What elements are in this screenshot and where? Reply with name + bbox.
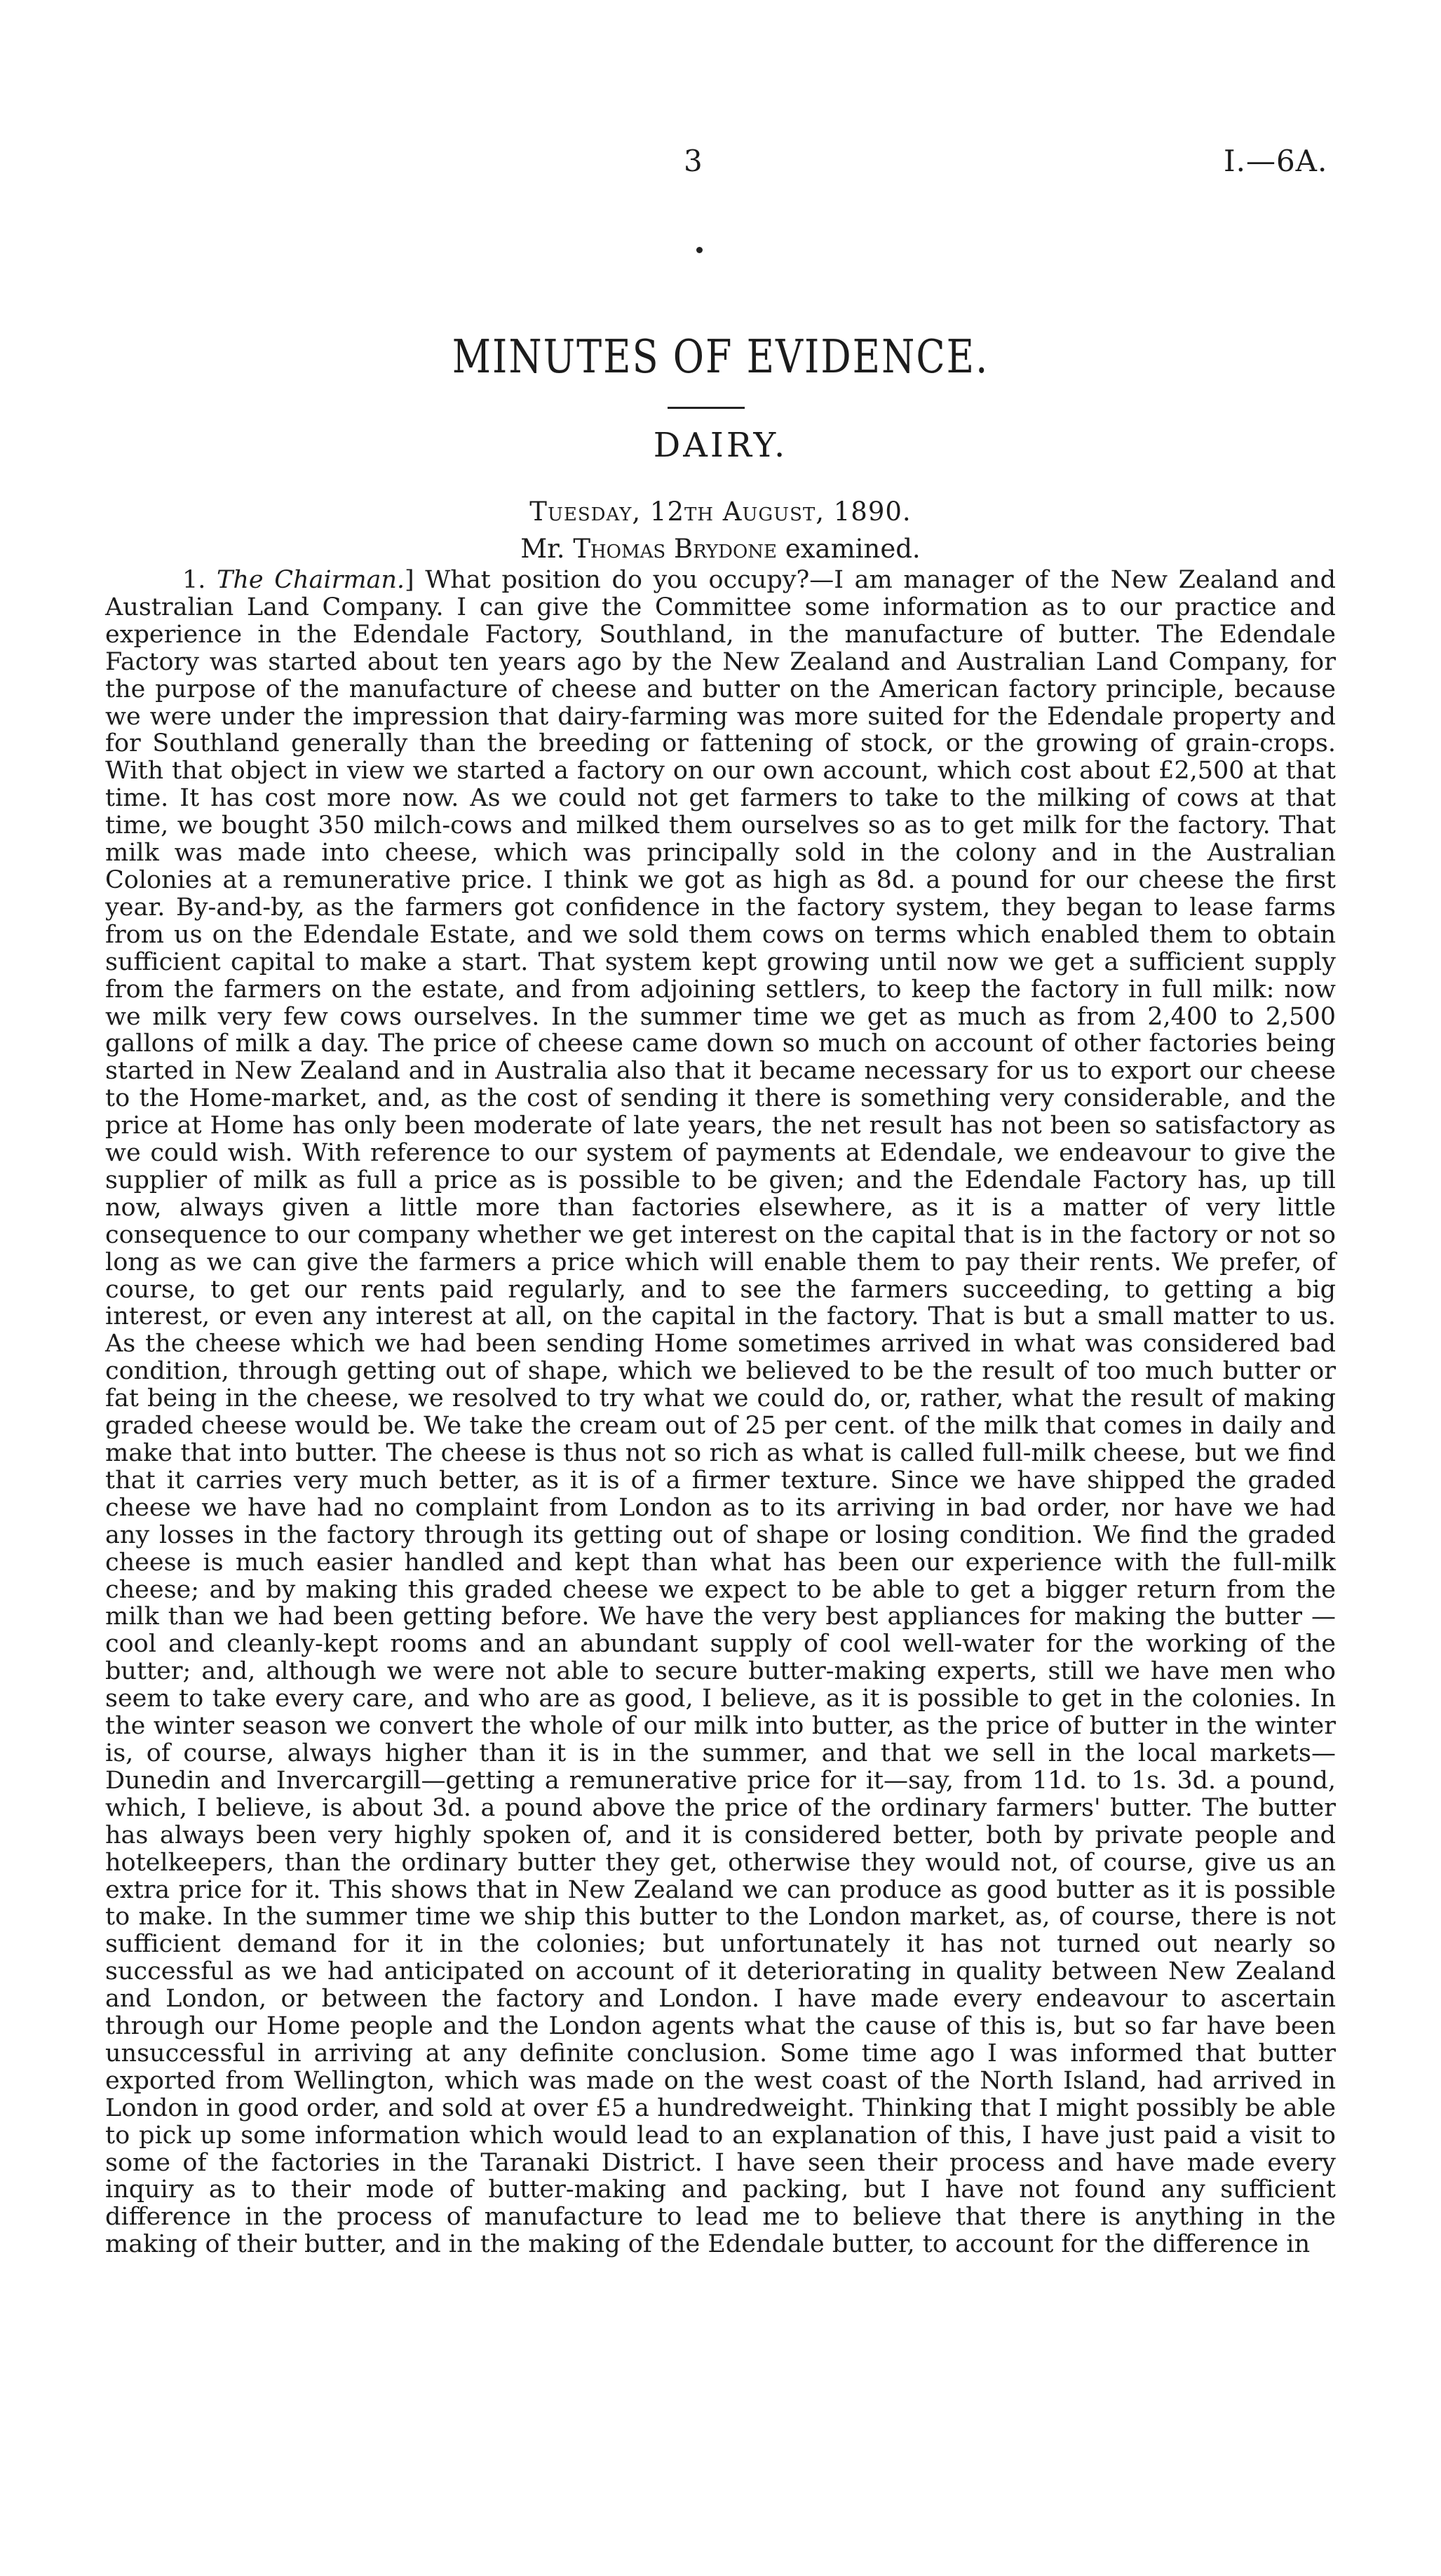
question-text: ] What position do you occupy?—I am manager of the New Zealand and Australian Land Company. I can give the Committee some information as to our practice and experience in the Edendale Factory, Southland, in the manufacture of butter. The Edendale Factory was started about ten years ago by the New Zealand and Australian Land Company, for the purpose of the manufacture of cheese and butter on the American factory principle, because we were under the impression that dairy-farming was more suited for the Edendale property and for Southland generally than the breeding or fattening of stock, or the growing of grain-crops. With that object in view we started a factory on our own account, which cost about £2,500 at that time. It has cost more now. As we could not get farmers to take to the milking of cows at that time, we bought 350 milch-cows and milked them ourselves so as to get milk for the factory. That milk was made into cheese, which was principally sold in the colony and in the Australian Colonies at a remunerative price. I think we got as high as 8d. a pound for our cheese the first year. By-and-by, as the farmers got confidence in the factory system, they began to lease farms from us on the Edendale Estate, and we sold them cows on terms which enabled them to obtain sufficient capital to make a start. That system kept growing until now we get a sufficient supply from the farmers on the estate, and from adjoining settlers, to keep the factory in full milk: now we milk very few cows ourselves. In the summer time we get as much as from 2,400 to 2,500 gallons of milk a day. The price of cheese came down so much on account of other factories being started in New Zealand and in Australia also that it became necessary for us to export our cheese to the Home-market, and, as the cost of sending it there is something very considerable, and the price at Home has only been moderate of late years, the net result has not been so satisfactory as we could wish. With reference to our system of payments at Edendale, we endeavour to give the supplier of milk as full a price as is possible to be given; and the Edendale Factory has, up till now, always given a little more than factories elsewhere, as it is a matter of very little consequence to our company whether we get interest on the capital that is in the factory or not so long as we can give the farmers a price which will enable them to pay their rents. We prefer, of course, to get our rents paid regularly, and to see the farmers succeeding, to getting a big interest, or even any interest at all, on the capital in the factory. That is but a small matter to us. As the cheese which we had been sending Home sometimes arrived in what was considered bad condition, through getting out of shape, which we believed to be the result of too much butter or fat being in the cheese, we resolved to try what we could do, or, rather, what the result of making graded cheese would be. We take the cream out of 25 per cent. of the milk that comes in daily and make that into butter. The cheese is thus not so rich as what is called full-milk cheese, but we find that it carries very much better, as it is of a firmer texture. Since we have shipped the graded cheese we have had no complaint from London as to its arriving in bad order, nor have we had any losses in the factory through its getting out of shape or losing condition. We find the graded cheese is much easier handled and kept than what has been our experience with the full-milk cheese; and by making this graded cheese we expect to be able to get a bigger return from the milk than we had been getting before. We have the very best appliances for making the butter — cool and cleanly-kept rooms and an abundant supply of cool well-water for the working of the butter; and, although we were not able to secure butter-making experts, still we have men who seem to take every care, and who are as good, I believe, as it is possible to get in the colonies. In the winter season we convert the whole of our milk into butter, as the price of butter in the winter is, of course, always higher than it is in the summer, and that we sell in the local markets—Dunedin and Invercargill—getting a remunerative price for it—say, from 11d. to 1s. 3d. a pound, which, I believe, is about 3d. a pound above the price of the ordinary farmers' butter. The butter has always been very highly spoken of, and it is considered better, both by private people and hotelkeepers, than the ordinary butter they get, otherwise they would not, of course, give us an extra price for it. This shows that in New Zealand we can produce as good butter as it is possible to make. In the summer time we ship this butter to the London market, as, of course, there is not sufficient demand for it in the colonies; but unfortunately it has not turned out nearly so successful as we had anticipated on account of it deteriorating in quality between New Zealand and London, or between the factory and London. I have made every endeavour to ascertain through our Home people and the London agents what the cause of this is, but so far have been unsuccessful in arriving at any definite conclusion. Some time ago I was informed that butter exported from Wellington, which was made on the west coast of the North Island, had arrived in London in good order, and sold at over £5 a hundredweight. Thinking that I might possibly be able to pick up some information which would lead to an explanation of this, I have just paid a visit to some of the factories in the Taranaki District. I have seen their process and have made every inquiry as to their mode of butter-making and packing, but I have not found any sufficient difference in the process of manufacture to lead me to believe that there is anything in the making of their butter, and in the making of the Edendale butter, to account for the difference in	[105, 566, 1336, 2259]
decorative-dot	[696, 247, 703, 253]
document-reference: I.—6A.	[1224, 144, 1328, 178]
evidence-paragraph	[105, 567, 1336, 2258]
witness-name: Thomas Brydone	[573, 534, 777, 564]
title-rule	[668, 407, 745, 409]
page-number: 3	[684, 144, 703, 178]
question-number: 1.	[182, 566, 206, 594]
witness-prefix: Mr.	[520, 534, 574, 564]
witness-suffix: examined.	[777, 534, 921, 564]
page-title: MINUTES OF EVIDENCE.	[452, 330, 989, 384]
question-speaker: The Chairman.	[217, 566, 405, 594]
session-date: Tuesday, 12th August, 1890.	[529, 497, 912, 527]
witness-line	[0, 533, 1441, 565]
section-heading: DAIRY.	[653, 426, 788, 465]
